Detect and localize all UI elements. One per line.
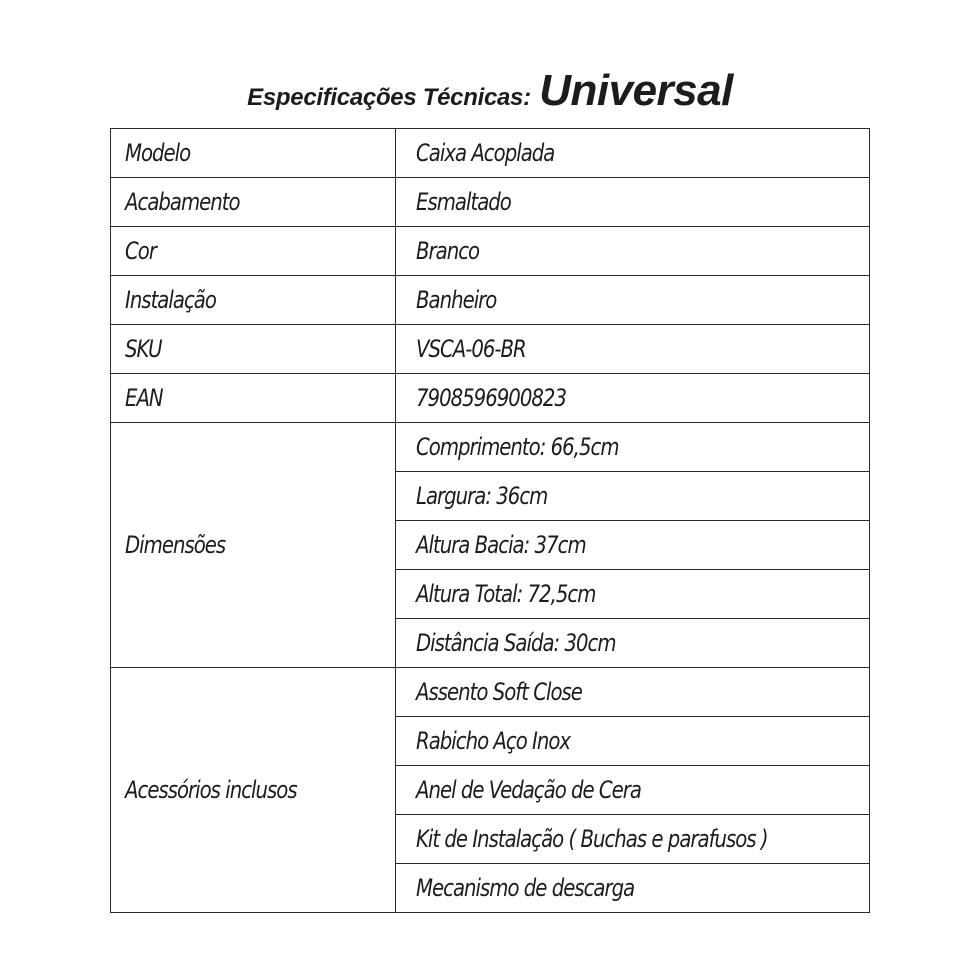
group-label-dimensoes bbox=[111, 423, 396, 668]
row-label bbox=[111, 129, 396, 178]
table-row bbox=[111, 129, 870, 178]
row-label bbox=[111, 178, 396, 227]
table-row bbox=[111, 178, 870, 227]
row-value bbox=[396, 766, 870, 815]
row-value bbox=[396, 178, 870, 227]
label-instalacao: Instalação bbox=[125, 286, 216, 314]
value-cor: Branco bbox=[416, 237, 480, 265]
value-ean: 7908596900823 bbox=[416, 384, 566, 412]
dimensao-comprimento: Comprimento: 66,5cm bbox=[416, 433, 619, 461]
label-ean: EAN bbox=[125, 384, 163, 412]
row-value bbox=[396, 325, 870, 374]
row-label bbox=[111, 276, 396, 325]
value-instalacao: Banheiro bbox=[416, 286, 497, 314]
title-brand: Universal bbox=[539, 66, 733, 115]
acessorio-kit: Kit de Instalação ( Buchas e parafusos ) bbox=[416, 825, 768, 853]
table-row bbox=[111, 227, 870, 276]
row-value bbox=[396, 276, 870, 325]
row-value bbox=[396, 864, 870, 913]
row-value bbox=[396, 521, 870, 570]
row-value bbox=[396, 717, 870, 766]
dimensao-largura: Largura: 36cm bbox=[416, 482, 548, 510]
row-label bbox=[111, 227, 396, 276]
row-value bbox=[396, 129, 870, 178]
label-modelo: Modelo bbox=[125, 139, 191, 167]
acessorio-rabicho: Rabicho Aço Inox bbox=[416, 727, 571, 755]
row-label bbox=[111, 325, 396, 374]
table-row bbox=[111, 276, 870, 325]
dimensao-altura-bacia: Altura Bacia: 37cm bbox=[416, 531, 586, 559]
page-title bbox=[0, 66, 980, 116]
value-modelo: Caixa Acoplada bbox=[416, 139, 555, 167]
table-row bbox=[111, 325, 870, 374]
table-row bbox=[111, 423, 870, 472]
value-sku: VSCA-06-BR bbox=[416, 335, 526, 363]
row-value bbox=[396, 619, 870, 668]
dimensao-distancia-saida: Distância Saída: 30cm bbox=[416, 629, 616, 657]
group-label-acessorios bbox=[111, 668, 396, 913]
acessorio-mecanismo: Mecanismo de descarga bbox=[416, 874, 635, 902]
row-value bbox=[396, 423, 870, 472]
row-value bbox=[396, 570, 870, 619]
dimensao-altura-total: Altura Total: 72,5cm bbox=[416, 580, 596, 608]
label-sku: SKU bbox=[125, 335, 162, 363]
acessorio-anel: Anel de Vedação de Cera bbox=[416, 776, 642, 804]
acessorio-assento: Assento Soft Close bbox=[416, 678, 582, 706]
row-value bbox=[396, 668, 870, 717]
table-row bbox=[111, 668, 870, 717]
row-value bbox=[396, 227, 870, 276]
label-dimensoes: Dimensões bbox=[125, 531, 226, 559]
label-acabamento: Acabamento bbox=[125, 188, 240, 216]
value-acabamento: Esmaltado bbox=[416, 188, 511, 216]
row-value bbox=[396, 374, 870, 423]
table-row bbox=[111, 374, 870, 423]
title-lead: Especificações Técnicas: bbox=[247, 84, 531, 111]
label-acessorios: Acessórios inclusos bbox=[125, 776, 297, 804]
row-value bbox=[396, 472, 870, 521]
row-value bbox=[396, 815, 870, 864]
spec-table bbox=[110, 128, 870, 913]
label-cor: Cor bbox=[125, 237, 156, 265]
row-label bbox=[111, 374, 396, 423]
